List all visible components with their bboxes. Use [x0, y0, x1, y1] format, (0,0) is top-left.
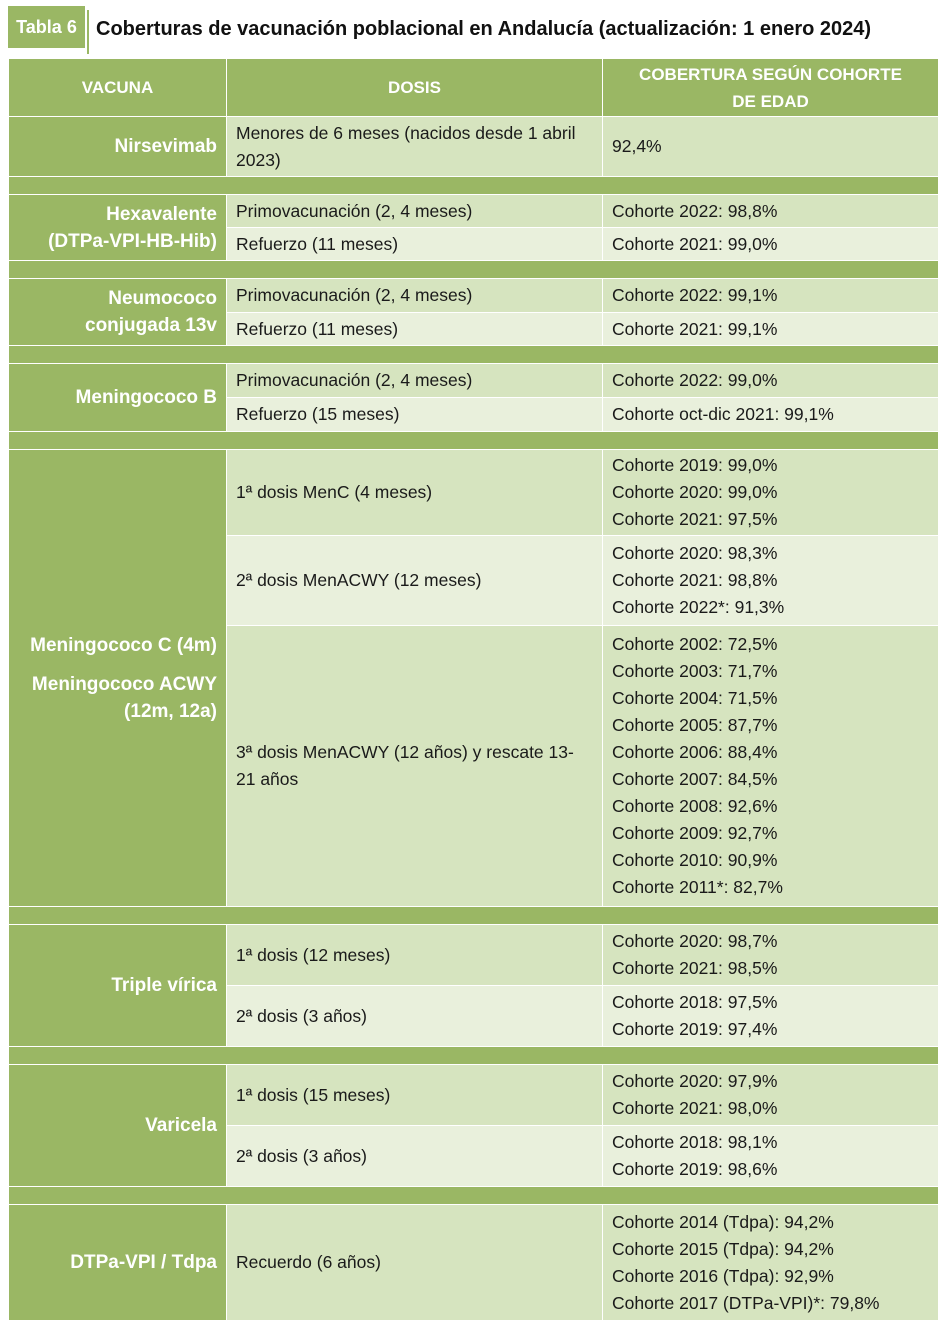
dose-cell: 2ª dosis (3 años) — [227, 986, 603, 1047]
dose-cell: 3ª dosis MenACWY (12 años) y rescate 13-21 años — [227, 626, 603, 907]
coverage-value: Cohorte 2021: 98,0% — [612, 1098, 778, 1118]
vaccine-name: Meningococo ACWY — [31, 673, 217, 695]
table-row — [9, 279, 939, 313]
dose-cell: Primovacunación (2, 4 meses) — [227, 364, 603, 398]
coverage-value: Cohorte 2022: 98,8% — [612, 200, 778, 221]
dose-cell: 1ª dosis MenC (4 meses) — [227, 450, 603, 536]
group-separator — [9, 177, 939, 195]
dose-cell: 1ª dosis (12 meses) — [227, 925, 603, 986]
table-row — [9, 1065, 939, 1126]
group-separator — [9, 346, 939, 364]
dose-cell: Primovacunación (2, 4 meses) — [227, 279, 603, 313]
coverage-value: Cohorte 2011*: 82,7% — [612, 877, 783, 897]
header-row — [9, 59, 939, 117]
coverage-value: Cohorte 2016 (Tdpa): 92,9% — [612, 1265, 834, 1286]
coverage-value: Cohorte 2015 (Tdpa): 94,2% — [612, 1238, 834, 1259]
coverage-value: Cohorte 2009: 92,7% — [612, 823, 778, 843]
coverage-value: 92,4% — [612, 136, 662, 156]
group-separator — [9, 261, 939, 279]
dose-cell: Refuerzo (11 meses) — [227, 228, 603, 261]
table-row — [9, 195, 939, 228]
coverage-cell — [603, 1205, 939, 1321]
header-dosis: DOSIS — [227, 59, 603, 117]
coverage-value: Cohorte 2021: 99,0% — [612, 233, 778, 254]
table-row — [9, 450, 939, 536]
header-vacuna: VACUNA — [9, 59, 227, 117]
coverage-value: Cohorte 2002: 72,5% — [612, 634, 778, 654]
coverage-value: Cohorte 2020: 97,9% — [612, 1071, 778, 1091]
title-divider — [87, 10, 89, 54]
vaccine-name: Hexavalente — [106, 203, 217, 225]
table-row — [9, 1205, 939, 1321]
coverage-value: Cohorte 2021: 98,5% — [612, 958, 778, 978]
dose-cell: Refuerzo (15 meses) — [227, 398, 603, 432]
coverage-cell — [603, 195, 939, 228]
separator-band — [9, 177, 939, 195]
coverage-cell — [603, 364, 939, 398]
dose-cell: 2ª dosis (3 años) — [227, 1126, 603, 1187]
separator-band — [9, 1047, 939, 1065]
vaccine-name-cell — [9, 1065, 227, 1187]
coverage-cell — [603, 1065, 939, 1126]
coverage-value: Cohorte 2022: 99,1% — [612, 285, 778, 305]
coverage-value: Cohorte 2019: 98,6% — [612, 1159, 778, 1179]
group-separator — [9, 907, 939, 925]
coverage-cell — [603, 925, 939, 986]
coverage-table — [8, 58, 939, 1321]
dose-cell: Primovacunación (2, 4 meses) — [227, 195, 603, 228]
separator-band — [9, 1187, 939, 1205]
coverage-cell — [603, 279, 939, 313]
separator-band — [9, 261, 939, 279]
vaccine-name: (DTPa-VPI-HB-Hib) — [48, 230, 217, 252]
vaccine-name: Meningococo C (4m) — [30, 634, 217, 656]
coverage-cell — [603, 228, 939, 261]
coverage-value: Cohorte 2007: 84,5% — [612, 769, 778, 789]
separator-band — [9, 346, 939, 364]
dose-cell: Menores de 6 meses (nacidos desde 1 abril 2023) — [227, 117, 603, 177]
vaccine-name-cell — [9, 195, 227, 261]
coverage-value: Cohorte 2021: 97,5% — [612, 509, 778, 529]
table-title-row — [8, 6, 938, 58]
header-cobertura: COBERTURA SEGÚN COHORTE DE EDAD — [603, 59, 939, 117]
coverage-cell — [603, 536, 939, 626]
vaccine-name: Neumococo — [108, 288, 217, 309]
vaccine-name: Nirsevimab — [114, 136, 217, 157]
table-row — [9, 117, 939, 177]
coverage-cell — [603, 626, 939, 907]
coverage-cell — [603, 986, 939, 1047]
coverage-value: Cohorte 2017 (DTPa-VPI)*: 79,8% — [612, 1292, 880, 1313]
coverage-value: Cohorte 2005: 87,7% — [612, 715, 778, 735]
vaccine-name-cell — [9, 364, 227, 432]
vaccine-name: Triple vírica — [111, 975, 217, 996]
table-row — [9, 925, 939, 986]
coverage-cell — [603, 117, 939, 177]
vaccine-name: conjugada 13v — [85, 315, 217, 336]
group-separator — [9, 432, 939, 450]
dose-cell: 2ª dosis MenACWY (12 meses) — [227, 536, 603, 626]
vaccine-name-cell — [9, 925, 227, 1047]
coverage-value: Cohorte 2020: 99,0% — [612, 482, 778, 502]
coverage-value: Cohorte 2020: 98,7% — [612, 931, 778, 951]
group-separator — [9, 1187, 939, 1205]
coverage-value: Cohorte 2008: 92,6% — [612, 796, 778, 816]
dose-cell: Refuerzo (11 meses) — [227, 313, 603, 346]
coverage-value: Cohorte 2018: 97,5% — [612, 992, 778, 1012]
coverage-cell — [603, 450, 939, 536]
group-separator — [9, 1047, 939, 1065]
coverage-value: Cohorte 2006: 88,4% — [612, 742, 778, 762]
separator-band — [9, 432, 939, 450]
separator-band — [9, 907, 939, 925]
vaccine-name: Varicela — [145, 1115, 217, 1136]
coverage-cell — [603, 398, 939, 432]
vaccine-name-cell — [9, 279, 227, 346]
coverage-cell — [603, 1126, 939, 1187]
coverage-value: Cohorte 2021: 98,8% — [612, 570, 778, 590]
coverage-value: Cohorte 2022: 99,0% — [612, 370, 778, 390]
vaccine-name: Meningococo B — [75, 387, 217, 408]
coverage-value: Cohorte 2003: 71,7% — [612, 661, 778, 681]
coverage-value: Cohorte 2004: 71,5% — [612, 688, 778, 708]
table-number-label: Tabla 6 — [8, 6, 85, 48]
table-row — [9, 364, 939, 398]
vaccine-name: DTPa-VPI / Tdpa — [70, 1252, 217, 1273]
dose-cell: 1ª dosis (15 meses) — [227, 1065, 603, 1126]
coverage-value: Cohorte 2021: 99,1% — [612, 318, 778, 339]
vaccine-name-cell — [9, 450, 227, 907]
coverage-value: Cohorte 2022*: 91,3% — [612, 597, 785, 617]
dose-cell: Recuerdo (6 años) — [227, 1205, 603, 1321]
coverage-value: Cohorte oct-dic 2021: 99,1% — [612, 404, 834, 424]
coverage-value: Cohorte 2018: 98,1% — [612, 1132, 778, 1152]
coverage-value: Cohorte 2019: 97,4% — [612, 1019, 778, 1039]
coverage-value: Cohorte 2020: 98,3% — [612, 543, 778, 563]
table-body — [9, 117, 939, 1321]
coverage-value: Cohorte 2019: 99,0% — [612, 455, 778, 475]
vaccine-name-cell — [9, 117, 227, 177]
coverage-value: Cohorte 2014 (Tdpa): 94,2% — [612, 1211, 834, 1232]
coverage-value: Cohorte 2010: 90,9% — [612, 850, 778, 870]
vaccine-name: (12m, 12a) — [124, 700, 217, 722]
table-title: Coberturas de vacunación poblacional en Andalucía (actualización: 1 enero 2024) — [96, 18, 872, 40]
vaccine-name-cell — [9, 1205, 227, 1321]
coverage-cell — [603, 313, 939, 346]
